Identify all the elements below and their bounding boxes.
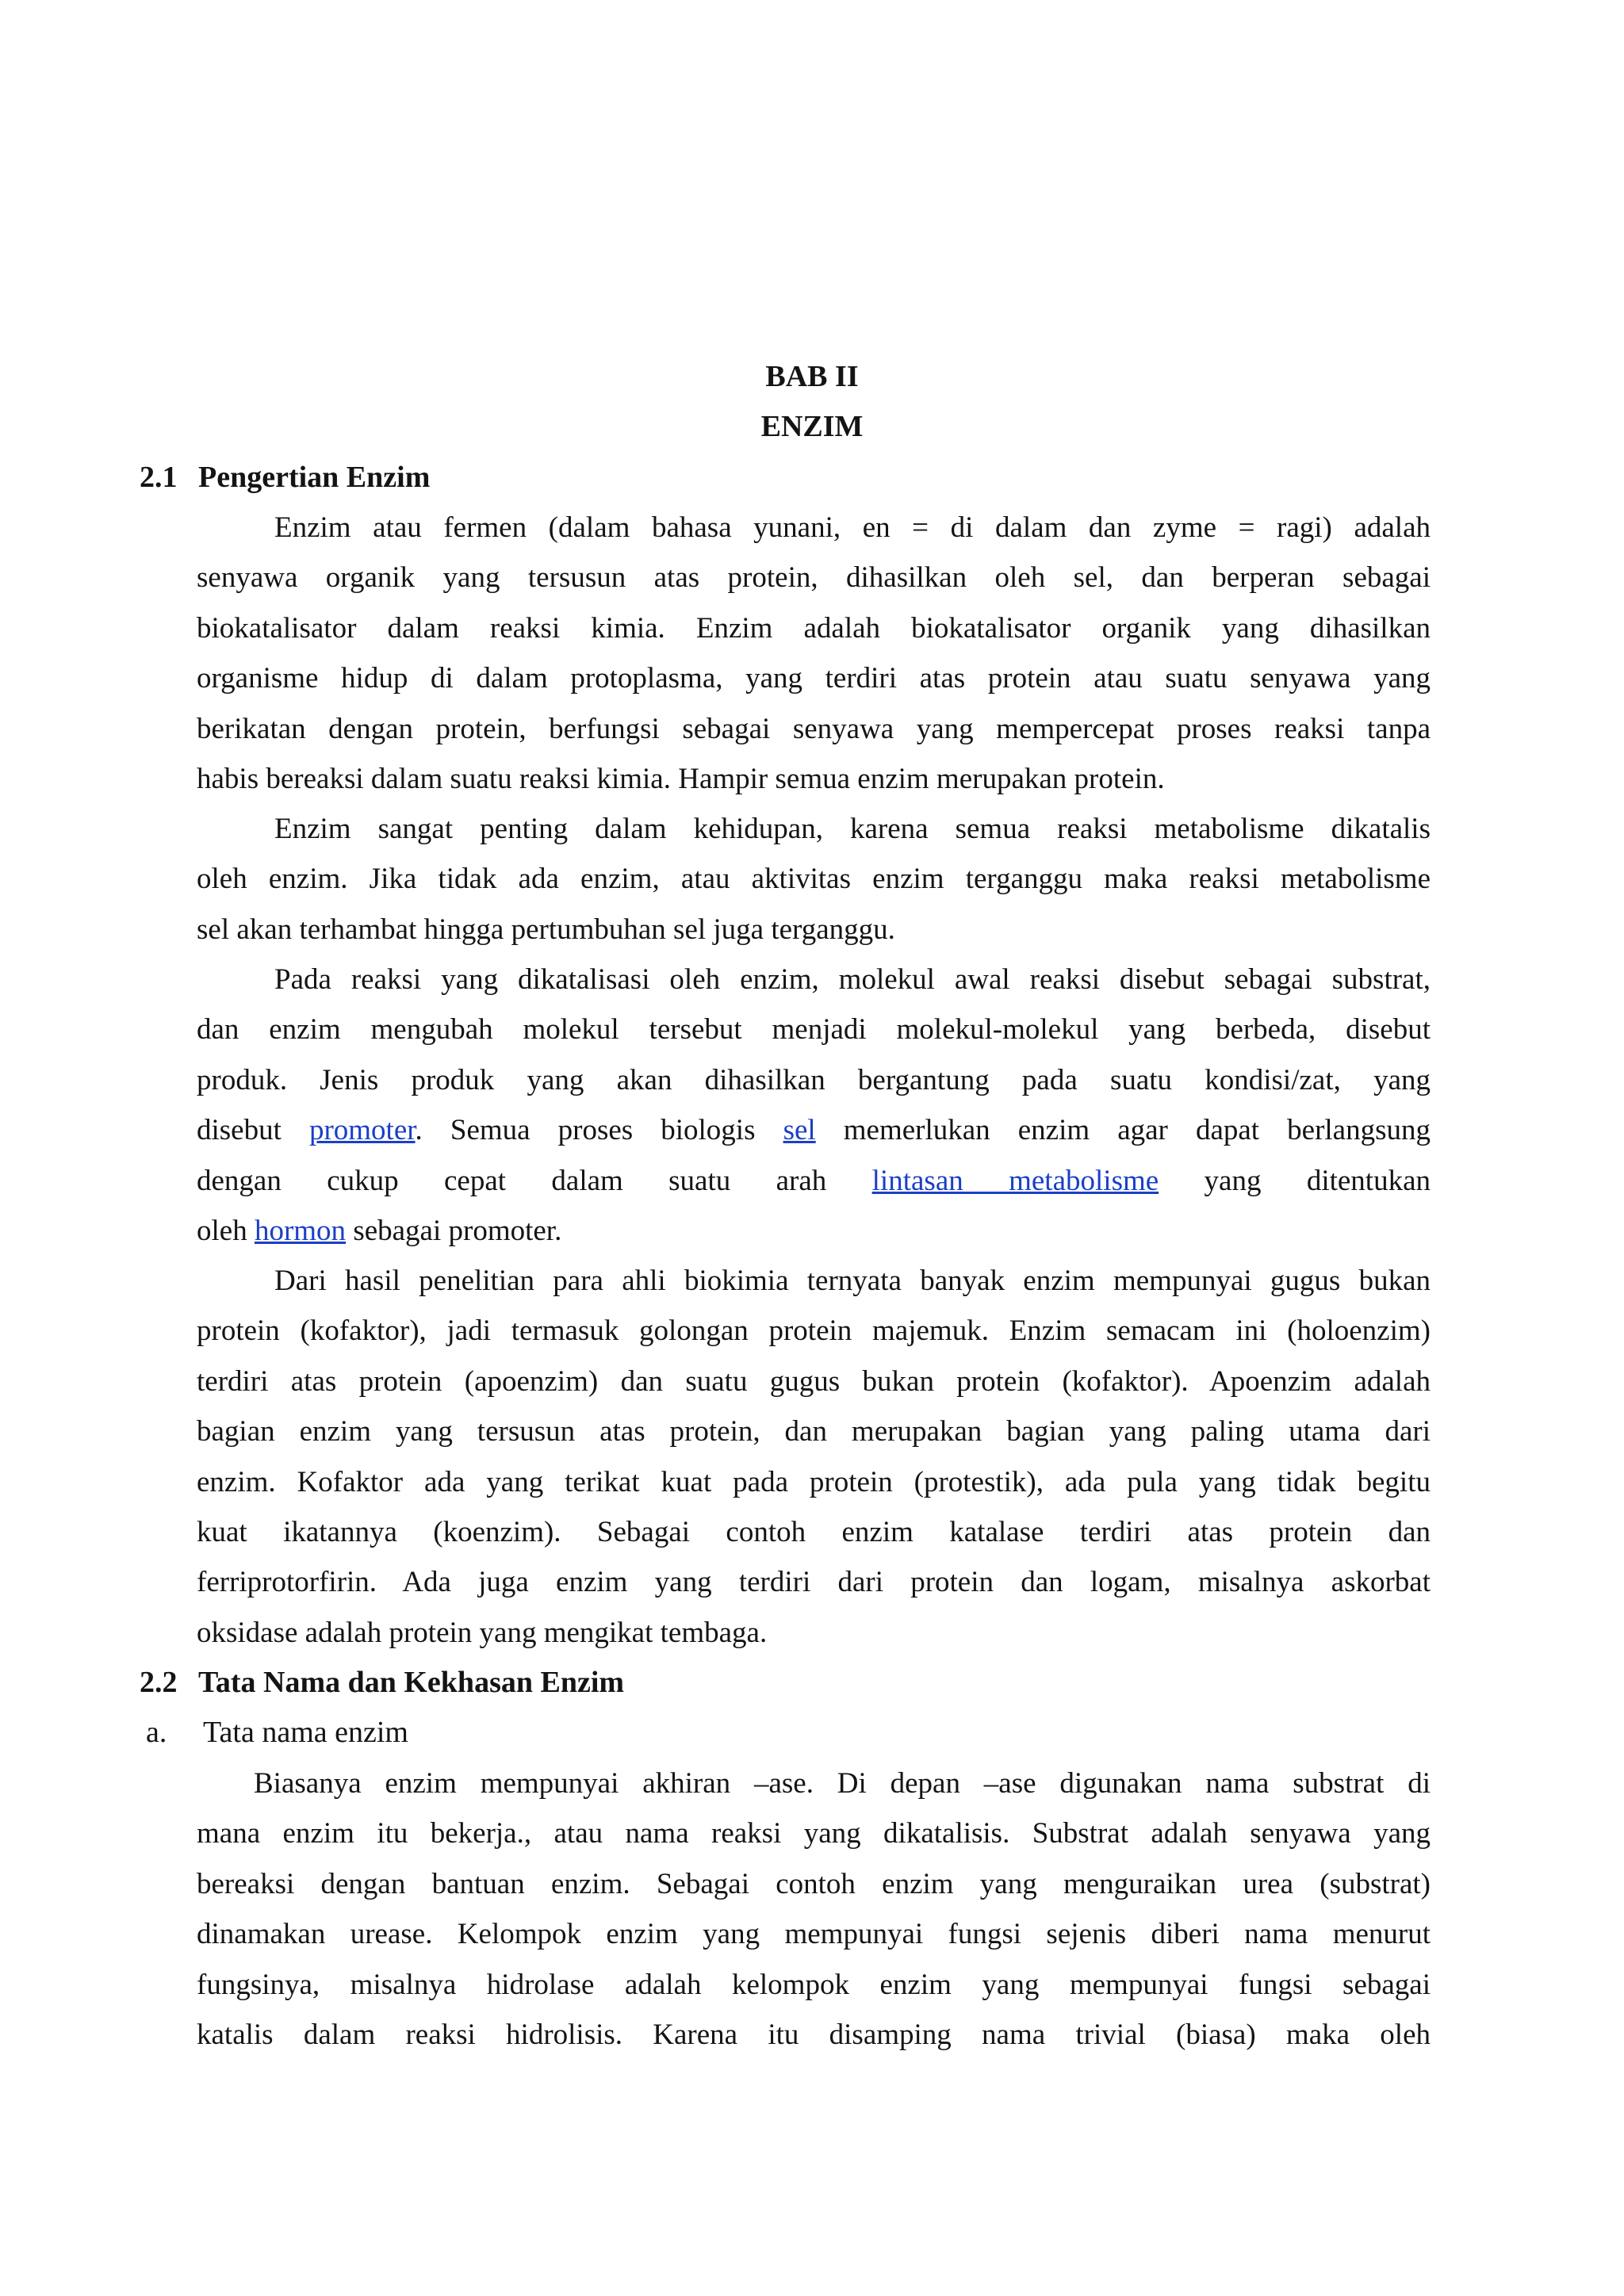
paragraph-2 [197,804,1431,955]
sel-link[interactable]: sel [783,1114,816,1147]
text-line: kuat ikatannya (koenzim). Sebagai contoh enzim katalase terdiri atas protein dan [197,1516,1431,1549]
paragraph-5 [197,1758,1431,2060]
text-fragment: dengan cukup cepat dalam suatu arah [197,1164,872,1197]
text-fragment: memerlukan enzim agar dapat berlangsung [815,1114,1431,1147]
subsection-a-title [146,1708,408,1758]
chapter-title: ENZIM [760,410,864,443]
text-line: habis bereaksi dalam suatu reaksi kimia. Hampir semua enzim merupakan protein. [197,763,1165,796]
text-line: dinamakan urease. Kelompok enzim yang mempunyai fungsi sejenis diberi nama menurut [197,1918,1431,1951]
text-line: Enzim atau fermen (dalam bahasa yunani, en = di dalam dan zyme = ragi) adalah [274,511,1431,544]
text-fragment: oleh [197,1215,255,1248]
subsection-letter: a. [146,1716,167,1749]
section-2-1-title [140,453,430,503]
text-line: organisme hidup di dalam protoplasma, yang terdiri atas protein atau suatu senyawa yang [197,662,1431,695]
text-line: biokatalisator dalam reaksi kimia. Enzim adalah biokatalisator organik yang dihasilkan [197,611,1431,645]
paragraph-3 [197,955,1431,1256]
chapter-heading [0,352,1624,452]
text-line: oksidase adalah protein yang mengikat tembaga. [197,1616,768,1649]
section-number: 2.1 [140,461,178,494]
text-fragment: disebut [197,1114,309,1147]
text-line: fungsinya, misalnya hidrolase adalah kelompok enzim yang mempunyai fungsi sebagai [197,1968,1431,2001]
text-line: bereaksi dengan bantuan enzim. Sebagai contoh enzim yang menguraikan urea (substrat) [197,1867,1431,1900]
text-line [197,1206,1431,1256]
text-line: bagian enzim yang tersusun atas protein, dan merupakan bagian yang paling utama dari [197,1415,1431,1448]
section-title-text: Tata Nama dan Kekhasan Enzim [198,1666,625,1699]
section-title-text: Pengertian Enzim [198,461,431,494]
text-line: oleh enzim. Jika tidak ada enzim, atau aktivitas enzim terganggu maka reaksi metabolisme [197,863,1431,896]
text-line: protein (kofaktor), jadi termasuk golongan protein majemuk. Enzim semacam ini (holoenzim) [197,1314,1431,1348]
text-fragment: yang ditentukan [1159,1164,1431,1197]
text-line: sel akan terhambat hingga pertumbuhan sel juga terganggu. [197,913,895,946]
paragraph-4 [197,1256,1431,1658]
text-line: enzim. Kofaktor ada yang terikat kuat pada protein (protestik), ada pula yang tidak begitu [197,1465,1431,1498]
lintasan-metabolisme-link[interactable]: lintasan metabolisme [871,1164,1159,1197]
section-2-2-title [140,1658,624,1708]
text-fragment: . Semua proses biologis [415,1114,783,1147]
text-line: Dari hasil penelitian para ahli biokimia ternyata banyak enzim mempunyai gugus bukan [274,1265,1431,1297]
text-line: berikatan dengan protein, berfungsi sebagai senyawa yang mempercepat proses reaksi tanpa [197,712,1431,745]
paragraph-1 [197,503,1431,804]
text-line: Enzim sangat penting dalam kehidupan, karena semua reaksi metabolisme dikatalis [274,813,1431,845]
text-line: Pada reaksi yang dikatalisasi oleh enzim, molekul awal reaksi disebut sebagai substrat, [274,963,1431,996]
chapter-number: BAB II [765,360,859,393]
subsection-title-text: Tata nama enzim [203,1716,408,1749]
text-line: ferriprotorfirin. Ada juga enzim yang terdiri dari protein dan logam, misalnya askorbat [197,1566,1431,1599]
text-line: produk. Jenis produk yang akan dihasilkan bergantung pada suatu kondisi/zat, yang [197,1063,1431,1096]
text-fragment: sebagai promoter. [346,1215,562,1248]
promoter-link[interactable]: promoter [308,1114,416,1147]
text-line: dan enzim mengubah molekul tersebut menjadi molekul-molekul yang berbeda, disebut [197,1013,1431,1047]
text-line: Biasanya enzim mempunyai akhiran –ase. Di depan –ase digunakan nama substrat di [254,1767,1431,1800]
text-line: mana enzim itu bekerja., atau nama reaksi yang dikatalisis. Substrat adalah senyawa yang [197,1817,1431,1850]
text-line [197,1156,1431,1206]
text-line: terdiri atas protein (apoenzim) dan suatu gugus bukan protein (kofaktor). Apoenzim adalah [197,1364,1431,1398]
text-line: senyawa organik yang tersusun atas protein, dihasilkan oleh sel, dan berperan sebagai [197,561,1431,595]
text-line [197,1105,1431,1155]
section-number: 2.2 [140,1666,178,1699]
hormon-link[interactable]: hormon [254,1215,347,1248]
text-line: katalis dalam reaksi hidrolisis. Karena itu disamping nama trivial (biasa) maka oleh [197,2019,1431,2052]
